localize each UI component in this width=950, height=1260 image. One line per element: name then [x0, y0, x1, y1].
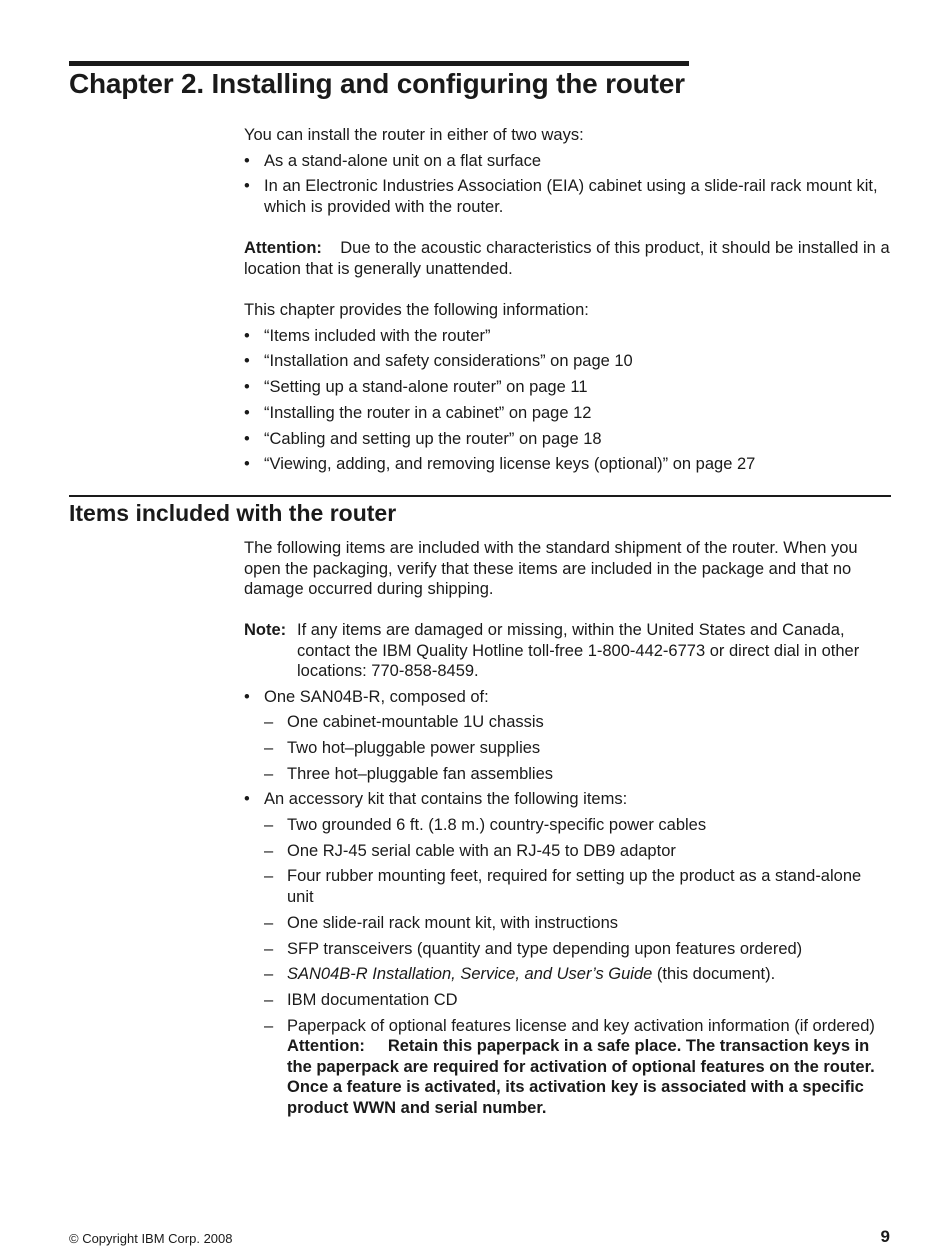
list-item: • In an Electronic Industries Association (EIA) cabinet using a slide-rail rack mount kit, which is provided with the router. [244, 176, 892, 217]
list-item: – Two hot–pluggable power supplies [264, 738, 892, 759]
guide-title: SAN04B-R Installation, Service, and User’s Guide [287, 965, 653, 984]
note [244, 620, 892, 682]
list-item: – One slide-rail rack mount kit, with instructions [264, 913, 892, 934]
list-item: – Two grounded 6 ft. (1.8 m.) country-specific power cables [264, 815, 892, 836]
section-title: Items included with the router [69, 500, 397, 526]
final-attention-text: Retain this paperpack in a safe place. The transaction keys in the paperpack are required for activation of optional features on the router. Once a feature is activated, its activation key is associated with a specific product WWN and serial number. [287, 1037, 875, 1117]
section-heading-rule [69, 495, 891, 497]
info-intro: This chapter provides the following information: [244, 301, 589, 319]
note-text: If any items are damaged or missing, within the United States and Canada, contact the IBM Quality Hotline toll-free 1-800-442-6773 or direct dial in other locations: 770-858-8459. [297, 621, 860, 680]
san-subitems [264, 712, 892, 784]
list-item-san04b-r [244, 687, 892, 785]
guide-suffix: (this document). [652, 965, 776, 984]
list-item: • As a stand-alone unit on a flat surface [244, 151, 892, 172]
chapter-link-cabinet[interactable]: • “Installing the router in a cabinet” on page 12 [244, 403, 892, 424]
list-item-accessory-kit [244, 789, 892, 1118]
chapter-intro: You can install the router in either of two ways: [244, 126, 584, 144]
chapter-link-stand-alone[interactable]: • “Setting up a stand-alone router” on page 11 [244, 377, 892, 398]
list-item: – SFP transceivers (quantity and type depending upon features ordered) [264, 939, 892, 960]
list-item-guide [264, 964, 892, 985]
chapter-link-cabling[interactable]: • “Cabling and setting up the router” on page 18 [244, 429, 892, 450]
chapter-link-installation-safety[interactable]: • “Installation and safety considerations” on page 10 [244, 351, 892, 372]
page-number: 9 [880, 1227, 890, 1246]
list-item: – One cabinet-mountable 1U chassis [264, 712, 892, 733]
paperpack-text: Paperpack of optional features license and key activation information (if ordered) [287, 1016, 875, 1035]
install-ways-list [244, 151, 892, 218]
attention-text: Due to the acoustic characteristics of this product, it should be installed in a location that is generally unattended. [244, 239, 890, 278]
list-item: – One RJ-45 serial cable with an RJ-45 to DB9 adaptor [264, 841, 892, 862]
attention-label: Attention: [244, 239, 322, 257]
kit-item-label: An accessory kit that contains the following items: [264, 790, 628, 809]
kit-subitems [264, 815, 892, 1119]
copyright-notice: © Copyright IBM Corp. 2008 [69, 1231, 233, 1246]
final-attention-label: Attention: [287, 1037, 365, 1056]
list-item-paperpack [264, 1016, 892, 1119]
final-attention [287, 1036, 892, 1118]
section-intro-block [244, 538, 892, 600]
section-intro: The following items are included with the standard shipment of the router. When you open the packaging, verify that these items are included in the package and that no damage occurred during shipping. [244, 539, 858, 598]
san-item-label: One SAN04B-R, composed of: [264, 687, 489, 706]
chapter-intro-block [244, 125, 892, 222]
list-item: – IBM documentation CD [264, 990, 892, 1011]
attention-paragraph [244, 238, 892, 279]
list-item: – Three hot–pluggable fan assemblies [264, 764, 892, 785]
list-item: – Four rubber mounting feet, required for setting up the product as a stand-alone unit [264, 866, 892, 907]
included-items-list [244, 687, 892, 1119]
chapter-link-license-keys[interactable]: • “Viewing, adding, and removing license keys (optional)” on page 27 [244, 454, 892, 475]
chapter-title: Chapter 2. Installing and configuring the router [69, 68, 685, 99]
chapter-contents-list [244, 326, 892, 475]
chapter-link-items-included[interactable]: • “Items included with the router” [244, 326, 892, 347]
items-block [244, 620, 892, 1124]
attention-block [244, 238, 892, 279]
chapter-info-block [244, 300, 892, 480]
note-label: Note: [244, 621, 287, 639]
